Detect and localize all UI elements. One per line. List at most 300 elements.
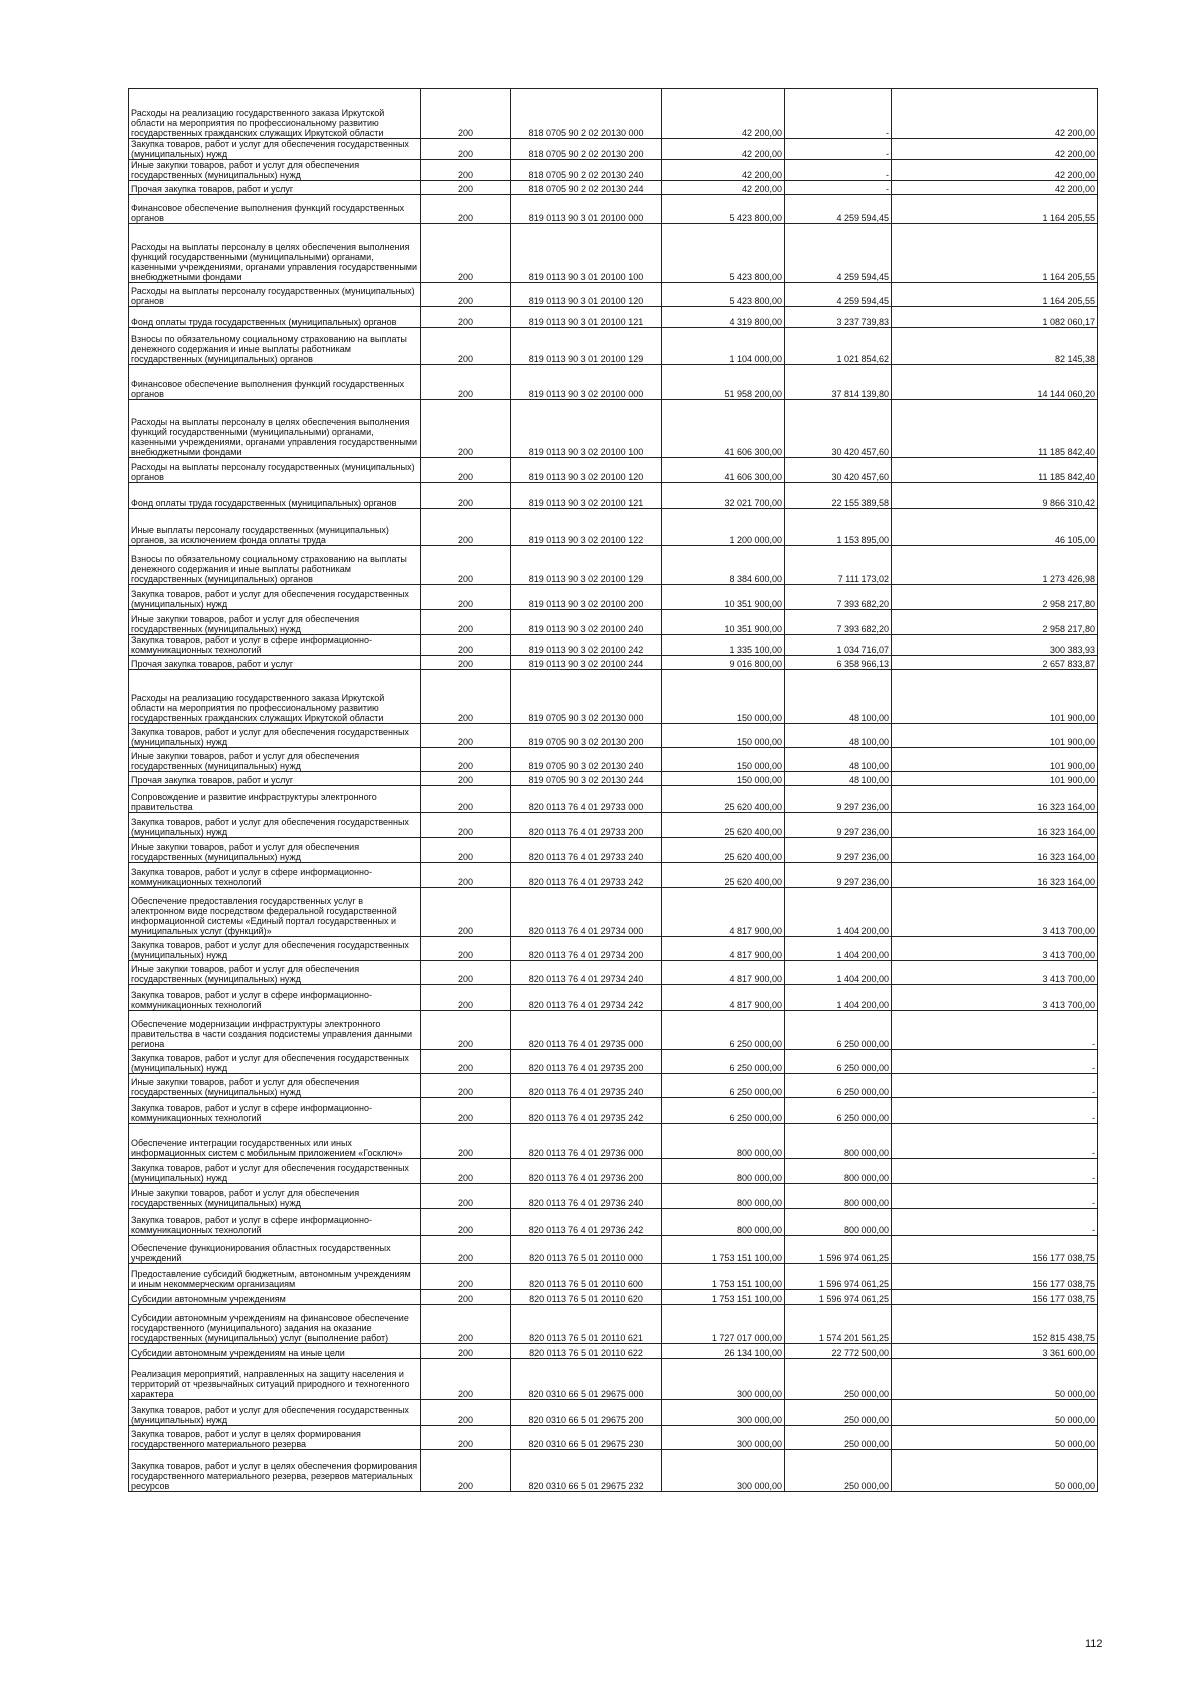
cell-plan: 51 958 200,00 xyxy=(662,365,785,400)
cell-plan: 4 817 900,00 xyxy=(662,888,785,937)
cell-kbk: 818 0705 90 2 02 20130 200 xyxy=(511,139,662,160)
cell-kbk: 819 0113 90 3 02 20100 000 xyxy=(511,365,662,400)
cell-done: 6 250 000,00 xyxy=(785,1011,892,1050)
table-row xyxy=(129,585,1098,610)
cell-kbk: 819 0113 90 3 01 20100 129 xyxy=(511,328,662,365)
cell-kbk: 819 0113 90 3 02 20100 129 xyxy=(511,546,662,585)
cell-rest: 9 866 310,42 xyxy=(892,483,1098,509)
cell-name: Закупка товаров, работ и услуг в целях формирования государственного материального резерва xyxy=(129,1426,421,1450)
cell-kbk: 819 0705 90 3 02 20130 244 xyxy=(511,772,662,786)
cell-code: 200 xyxy=(421,888,511,937)
cell-kbk: 820 0113 76 4 01 29735 240 xyxy=(511,1074,662,1098)
cell-rest: - xyxy=(892,1184,1098,1209)
table-row xyxy=(129,1305,1098,1344)
cell-kbk: 820 0113 76 5 01 20110 622 xyxy=(511,1344,662,1359)
cell-rest: 101 900,00 xyxy=(892,772,1098,786)
cell-plan: 41 606 300,00 xyxy=(662,458,785,483)
cell-name: Реализация мероприятий, направленных на защиту населения и территорий от чрезвычайных ситуаций природного и техногенного характера xyxy=(129,1359,421,1400)
cell-rest: 82 145,38 xyxy=(892,328,1098,365)
cell-done: 48 100,00 xyxy=(785,724,892,748)
cell-name: Иные закупки товаров, работ и услуг для обеспечения государственных (муниципальных) нужд xyxy=(129,838,421,863)
table-row xyxy=(129,863,1098,888)
cell-rest: - xyxy=(892,1050,1098,1074)
cell-plan: 6 250 000,00 xyxy=(662,1074,785,1098)
cell-rest: 11 185 842,40 xyxy=(892,458,1098,483)
cell-plan: 5 423 800,00 xyxy=(662,195,785,224)
cell-rest: 152 815 438,75 xyxy=(892,1305,1098,1344)
cell-kbk: 820 0310 66 5 01 29675 000 xyxy=(511,1359,662,1400)
cell-kbk: 820 0113 76 4 01 29736 200 xyxy=(511,1159,662,1184)
cell-rest: 42 200,00 xyxy=(892,89,1098,139)
cell-plan: 25 620 400,00 xyxy=(662,786,785,813)
cell-code: 200 xyxy=(421,139,511,160)
cell-name: Иные закупки товаров, работ и услуг для обеспечения государственных (муниципальных) нужд xyxy=(129,748,421,772)
cell-rest: 14 144 060,20 xyxy=(892,365,1098,400)
cell-name: Закупка товаров, работ и услуг для обеспечения государственных (муниципальных) нужд xyxy=(129,937,421,961)
cell-name: Иные выплаты персоналу государственных (муниципальных) органов, за исключением фонда оплаты труда xyxy=(129,509,421,546)
cell-code: 200 xyxy=(421,458,511,483)
cell-plan: 8 384 600,00 xyxy=(662,546,785,585)
table-row xyxy=(129,1400,1098,1426)
cell-done: 250 000,00 xyxy=(785,1426,892,1450)
cell-code: 200 xyxy=(421,635,511,656)
cell-plan: 1 335 100,00 xyxy=(662,635,785,656)
cell-kbk: 820 0310 66 5 01 29675 200 xyxy=(511,1400,662,1426)
cell-code: 200 xyxy=(421,863,511,888)
table-row xyxy=(129,224,1098,283)
cell-plan: 800 000,00 xyxy=(662,1184,785,1209)
cell-done: 7 393 682,20 xyxy=(785,585,892,610)
table-row xyxy=(129,1050,1098,1074)
table-row xyxy=(129,1124,1098,1159)
cell-kbk: 819 0113 90 3 02 20100 120 xyxy=(511,458,662,483)
cell-kbk: 818 0705 90 2 02 20130 244 xyxy=(511,181,662,195)
cell-code: 200 xyxy=(421,1400,511,1426)
cell-kbk: 820 0113 76 4 01 29734 000 xyxy=(511,888,662,937)
cell-name: Расходы на реализацию государственного заказа Иркутской области на мероприятия по профессиональному развитию государственных гражданских служащих Иркутской области xyxy=(129,670,421,724)
cell-code: 200 xyxy=(421,670,511,724)
cell-plan: 800 000,00 xyxy=(662,1209,785,1236)
cell-plan: 300 000,00 xyxy=(662,1450,785,1492)
table-row xyxy=(129,656,1098,670)
cell-code: 200 xyxy=(421,748,511,772)
cell-kbk: 819 0113 90 3 02 20100 100 xyxy=(511,400,662,458)
cell-rest: 1 082 060,17 xyxy=(892,307,1098,328)
table-row xyxy=(129,283,1098,307)
cell-name: Сопровождение и развитие инфраструктуры электронного правительства xyxy=(129,786,421,813)
cell-kbk: 820 0113 76 5 01 20110 620 xyxy=(511,1290,662,1305)
cell-plan: 42 200,00 xyxy=(662,160,785,181)
cell-name: Расходы на выплаты персоналу в целях обеспечения выполнения функций государственными (муниципальными) органами, казенными учреждениями, органами управления государственными внебюджетными фондами xyxy=(129,400,421,458)
table-row xyxy=(129,160,1098,181)
cell-name: Расходы на выплаты персоналу государственных (муниципальных) органов xyxy=(129,458,421,483)
cell-kbk: 819 0113 90 3 01 20100 000 xyxy=(511,195,662,224)
cell-done: 30 420 457,60 xyxy=(785,400,892,458)
cell-kbk: 820 0113 76 4 01 29734 242 xyxy=(511,985,662,1011)
cell-code: 200 xyxy=(421,1450,511,1492)
cell-rest: 46 105,00 xyxy=(892,509,1098,546)
cell-done: 800 000,00 xyxy=(785,1184,892,1209)
table-row xyxy=(129,1074,1098,1098)
cell-plan: 1 104 000,00 xyxy=(662,328,785,365)
cell-kbk: 820 0113 76 4 01 29733 242 xyxy=(511,863,662,888)
cell-code: 200 xyxy=(421,772,511,786)
table-row xyxy=(129,400,1098,458)
cell-done: 3 237 739,83 xyxy=(785,307,892,328)
cell-name: Закупка товаров, работ и услуг для обеспечения государственных (муниципальных) нужд xyxy=(129,813,421,838)
cell-code: 200 xyxy=(421,724,511,748)
cell-kbk: 819 0113 90 3 01 20100 100 xyxy=(511,224,662,283)
cell-code: 200 xyxy=(421,937,511,961)
cell-plan: 10 351 900,00 xyxy=(662,610,785,635)
cell-kbk: 820 0113 76 4 01 29733 240 xyxy=(511,838,662,863)
cell-done: 800 000,00 xyxy=(785,1124,892,1159)
cell-done: - xyxy=(785,89,892,139)
cell-code: 200 xyxy=(421,1159,511,1184)
cell-kbk: 818 0705 90 2 02 20130 000 xyxy=(511,89,662,139)
cell-code: 200 xyxy=(421,1344,511,1359)
cell-name: Обеспечение интеграции государственных или иных информационных систем с мобильным приложением «Госключ» xyxy=(129,1124,421,1159)
cell-rest: 16 323 164,00 xyxy=(892,838,1098,863)
cell-rest: 50 000,00 xyxy=(892,1359,1098,1400)
cell-done: 6 250 000,00 xyxy=(785,1098,892,1124)
cell-done: 6 250 000,00 xyxy=(785,1050,892,1074)
cell-code: 200 xyxy=(421,1236,511,1264)
cell-kbk: 819 0113 90 3 01 20100 121 xyxy=(511,307,662,328)
table-row xyxy=(129,139,1098,160)
cell-kbk: 820 0113 76 4 01 29735 242 xyxy=(511,1098,662,1124)
cell-rest: 42 200,00 xyxy=(892,139,1098,160)
cell-name: Прочая закупка товаров, работ и услуг xyxy=(129,181,421,195)
cell-code: 200 xyxy=(421,1264,511,1290)
cell-rest: 2 958 217,80 xyxy=(892,585,1098,610)
cell-rest: - xyxy=(892,1124,1098,1159)
cell-done: 1 404 200,00 xyxy=(785,888,892,937)
table-row xyxy=(129,748,1098,772)
cell-code: 200 xyxy=(421,195,511,224)
cell-code: 200 xyxy=(421,786,511,813)
cell-kbk: 820 0113 76 5 01 20110 000 xyxy=(511,1236,662,1264)
cell-name: Закупка товаров, работ и услуг в целях обеспечения формирования государственного материального резерва, резервов материальных ресурсов xyxy=(129,1450,421,1492)
cell-code: 200 xyxy=(421,1011,511,1050)
cell-plan: 5 423 800,00 xyxy=(662,224,785,283)
cell-rest: 156 177 038,75 xyxy=(892,1290,1098,1305)
cell-kbk: 820 0113 76 5 01 20110 600 xyxy=(511,1264,662,1290)
table-row xyxy=(129,786,1098,813)
cell-rest: 16 323 164,00 xyxy=(892,863,1098,888)
cell-name: Прочая закупка товаров, работ и услуг xyxy=(129,772,421,786)
cell-kbk: 819 0113 90 3 02 20100 242 xyxy=(511,635,662,656)
cell-plan: 6 250 000,00 xyxy=(662,1098,785,1124)
cell-kbk: 819 0705 90 3 02 20130 200 xyxy=(511,724,662,748)
cell-code: 200 xyxy=(421,89,511,139)
table-row xyxy=(129,1209,1098,1236)
cell-kbk: 820 0113 76 4 01 29733 000 xyxy=(511,786,662,813)
cell-done: 37 814 139,80 xyxy=(785,365,892,400)
cell-name: Предоставление субсидий бюджетным, автономным учреждениям и иным некоммерческим организациям xyxy=(129,1264,421,1290)
cell-plan: 1 727 017 000,00 xyxy=(662,1305,785,1344)
cell-done: 4 259 594,45 xyxy=(785,224,892,283)
cell-plan: 150 000,00 xyxy=(662,748,785,772)
table-row xyxy=(129,458,1098,483)
cell-plan: 6 250 000,00 xyxy=(662,1050,785,1074)
cell-done: - xyxy=(785,160,892,181)
cell-done: 4 259 594,45 xyxy=(785,195,892,224)
cell-name: Иные закупки товаров, работ и услуг для обеспечения государственных (муниципальных) нужд xyxy=(129,1074,421,1098)
cell-name: Закупка товаров, работ и услуг в сфере информационно-коммуникационных технологий xyxy=(129,1209,421,1236)
table-row xyxy=(129,195,1098,224)
cell-code: 200 xyxy=(421,1426,511,1450)
table-row xyxy=(129,888,1098,937)
cell-done: 250 000,00 xyxy=(785,1359,892,1400)
cell-name: Закупка товаров, работ и услуг для обеспечения государственных (муниципальных) нужд xyxy=(129,585,421,610)
cell-name: Закупка товаров, работ и услуг для обеспечения государственных (муниципальных) нужд xyxy=(129,139,421,160)
cell-plan: 42 200,00 xyxy=(662,181,785,195)
cell-kbk: 819 0705 90 3 02 20130 000 xyxy=(511,670,662,724)
cell-name: Взносы по обязательному социальному страхованию на выплаты денежного содержания и иные выплаты работникам государственных (муниципальных) органов xyxy=(129,328,421,365)
cell-done: 250 000,00 xyxy=(785,1450,892,1492)
table-row xyxy=(129,546,1098,585)
cell-done: 6 358 966,13 xyxy=(785,656,892,670)
cell-name: Расходы на реализацию государственного заказа Иркутской области на мероприятия по профессиональному развитию государственных гражданских служащих Иркутской области xyxy=(129,89,421,139)
cell-plan: 42 200,00 xyxy=(662,89,785,139)
cell-code: 200 xyxy=(421,985,511,1011)
table-row xyxy=(129,610,1098,635)
cell-plan: 4 817 900,00 xyxy=(662,937,785,961)
cell-plan: 800 000,00 xyxy=(662,1124,785,1159)
cell-name: Фонд оплаты труда государственных (муниципальных) органов xyxy=(129,483,421,509)
cell-plan: 5 423 800,00 xyxy=(662,283,785,307)
cell-code: 200 xyxy=(421,181,511,195)
cell-plan: 1 753 151 100,00 xyxy=(662,1264,785,1290)
cell-done: 48 100,00 xyxy=(785,772,892,786)
cell-plan: 42 200,00 xyxy=(662,139,785,160)
cell-done: 1 404 200,00 xyxy=(785,961,892,985)
cell-rest: 3 361 600,00 xyxy=(892,1344,1098,1359)
cell-name: Закупка товаров, работ и услуг для обеспечения государственных (муниципальных) нужд xyxy=(129,1050,421,1074)
table-row xyxy=(129,1359,1098,1400)
cell-code: 200 xyxy=(421,546,511,585)
cell-rest: - xyxy=(892,1209,1098,1236)
table-row xyxy=(129,328,1098,365)
cell-kbk: 820 0113 76 4 01 29736 242 xyxy=(511,1209,662,1236)
cell-name: Расходы на выплаты персоналу государственных (муниципальных) органов xyxy=(129,283,421,307)
cell-rest: - xyxy=(892,1011,1098,1050)
cell-plan: 6 250 000,00 xyxy=(662,1011,785,1050)
cell-rest: 101 900,00 xyxy=(892,748,1098,772)
table-row xyxy=(129,1098,1098,1124)
cell-done: 48 100,00 xyxy=(785,670,892,724)
cell-name: Субсидии автономным учреждениям на иные цели xyxy=(129,1344,421,1359)
cell-plan: 1 753 151 100,00 xyxy=(662,1236,785,1264)
cell-done: 1 404 200,00 xyxy=(785,937,892,961)
cell-rest: - xyxy=(892,1098,1098,1124)
cell-rest: - xyxy=(892,1159,1098,1184)
cell-rest: 42 200,00 xyxy=(892,181,1098,195)
cell-kbk: 819 0113 90 3 02 20100 122 xyxy=(511,509,662,546)
cell-rest: 42 200,00 xyxy=(892,160,1098,181)
table-row xyxy=(129,635,1098,656)
cell-kbk: 820 0113 76 4 01 29735 200 xyxy=(511,1050,662,1074)
table-row xyxy=(129,772,1098,786)
table-row xyxy=(129,365,1098,400)
cell-plan: 800 000,00 xyxy=(662,1159,785,1184)
table-row xyxy=(129,724,1098,748)
cell-plan: 10 351 900,00 xyxy=(662,585,785,610)
cell-done: 250 000,00 xyxy=(785,1400,892,1426)
cell-name: Обеспечение функционирования областных государственных учреждений xyxy=(129,1236,421,1264)
cell-kbk: 818 0705 90 2 02 20130 240 xyxy=(511,160,662,181)
cell-plan: 32 021 700,00 xyxy=(662,483,785,509)
table-row xyxy=(129,1184,1098,1209)
cell-code: 200 xyxy=(421,1184,511,1209)
cell-code: 200 xyxy=(421,483,511,509)
cell-plan: 25 620 400,00 xyxy=(662,863,785,888)
cell-rest: 3 413 700,00 xyxy=(892,888,1098,937)
cell-code: 200 xyxy=(421,838,511,863)
cell-done: 9 297 236,00 xyxy=(785,786,892,813)
table-row xyxy=(129,961,1098,985)
cell-done: 9 297 236,00 xyxy=(785,813,892,838)
cell-kbk: 820 0310 66 5 01 29675 230 xyxy=(511,1426,662,1450)
cell-done: 1 021 854,62 xyxy=(785,328,892,365)
cell-kbk: 819 0113 90 3 02 20100 121 xyxy=(511,483,662,509)
cell-kbk: 819 0113 90 3 02 20100 200 xyxy=(511,585,662,610)
cell-rest: 50 000,00 xyxy=(892,1426,1098,1450)
table-row xyxy=(129,1344,1098,1359)
cell-name: Фонд оплаты труда государственных (муниципальных) органов xyxy=(129,307,421,328)
cell-kbk: 819 0113 90 3 01 20100 120 xyxy=(511,283,662,307)
table-row xyxy=(129,89,1098,139)
cell-done: 1 034 716,07 xyxy=(785,635,892,656)
cell-done: 22 772 500,00 xyxy=(785,1344,892,1359)
page-number: 112 xyxy=(1085,1638,1103,1650)
cell-code: 200 xyxy=(421,813,511,838)
cell-kbk: 820 0113 76 4 01 29734 200 xyxy=(511,937,662,961)
cell-plan: 26 134 100,00 xyxy=(662,1344,785,1359)
table-row xyxy=(129,1264,1098,1290)
cell-rest: 16 323 164,00 xyxy=(892,813,1098,838)
cell-plan: 4 817 900,00 xyxy=(662,961,785,985)
cell-name: Иные закупки товаров, работ и услуг для обеспечения государственных (муниципальных) нужд xyxy=(129,610,421,635)
cell-code: 200 xyxy=(421,1124,511,1159)
table-body xyxy=(129,89,1098,1492)
cell-done: 7 393 682,20 xyxy=(785,610,892,635)
cell-kbk: 819 0705 90 3 02 20130 240 xyxy=(511,748,662,772)
cell-rest: 101 900,00 xyxy=(892,670,1098,724)
cell-name: Расходы на выплаты персоналу в целях обеспечения выполнения функций государственными (муниципальными) органами, казенными учреждениями, органами управления государственными внебюджетными фондами xyxy=(129,224,421,283)
table-row xyxy=(129,1236,1098,1264)
cell-name: Закупка товаров, работ и услуг для обеспечения государственных (муниципальных) нужд xyxy=(129,1400,421,1426)
cell-kbk: 820 0113 76 4 01 29734 240 xyxy=(511,961,662,985)
table-row xyxy=(129,181,1098,195)
cell-name: Закупка товаров, работ и услуг в сфере информационно-коммуникационных технологий xyxy=(129,1098,421,1124)
cell-rest: 2 958 217,80 xyxy=(892,610,1098,635)
cell-plan: 9 016 800,00 xyxy=(662,656,785,670)
cell-kbk: 820 0310 66 5 01 29675 232 xyxy=(511,1450,662,1492)
cell-name: Закупка товаров, работ и услуг в сфере информационно-коммуникационных технологий xyxy=(129,985,421,1011)
table-row xyxy=(129,670,1098,724)
cell-code: 200 xyxy=(421,656,511,670)
cell-name: Закупка товаров, работ и услуг для обеспечения государственных (муниципальных) нужд xyxy=(129,724,421,748)
cell-plan: 150 000,00 xyxy=(662,724,785,748)
table-row xyxy=(129,985,1098,1011)
cell-plan: 4 817 900,00 xyxy=(662,985,785,1011)
cell-rest: 1 164 205,55 xyxy=(892,224,1098,283)
cell-name: Финансовое обеспечение выполнения функций государственных органов xyxy=(129,195,421,224)
cell-code: 200 xyxy=(421,1050,511,1074)
cell-kbk: 820 0113 76 4 01 29736 240 xyxy=(511,1184,662,1209)
cell-name: Субсидии автономным учреждениям xyxy=(129,1290,421,1305)
cell-done: 7 111 173,02 xyxy=(785,546,892,585)
table-row xyxy=(129,1450,1098,1492)
cell-code: 200 xyxy=(421,1074,511,1098)
cell-done: 1 596 974 061,25 xyxy=(785,1264,892,1290)
cell-plan: 25 620 400,00 xyxy=(662,813,785,838)
cell-done: - xyxy=(785,181,892,195)
cell-done: 9 297 236,00 xyxy=(785,838,892,863)
cell-plan: 1 200 000,00 xyxy=(662,509,785,546)
cell-name: Закупка товаров, работ и услуг в сфере информационно-коммуникационных технологий xyxy=(129,635,421,656)
cell-name: Иные закупки товаров, работ и услуг для обеспечения государственных (муниципальных) нужд xyxy=(129,1184,421,1209)
cell-done: 9 297 236,00 xyxy=(785,863,892,888)
cell-code: 200 xyxy=(421,961,511,985)
cell-rest: - xyxy=(892,1074,1098,1098)
table-row xyxy=(129,1426,1098,1450)
table-row xyxy=(129,1159,1098,1184)
cell-rest: 1 164 205,55 xyxy=(892,195,1098,224)
cell-kbk: 820 0113 76 4 01 29735 000 xyxy=(511,1011,662,1050)
cell-name: Обеспечение предоставления государственных услуг в электронном виде посредством федеральной государственной информационной системы «Единый портал государственных и муниципальных услуг (функций)» xyxy=(129,888,421,937)
table-row xyxy=(129,838,1098,863)
cell-plan: 4 319 800,00 xyxy=(662,307,785,328)
cell-name: Иные закупки товаров, работ и услуг для обеспечения государственных (муниципальных) нужд xyxy=(129,961,421,985)
table-row xyxy=(129,1011,1098,1050)
cell-code: 200 xyxy=(421,610,511,635)
cell-done: 1 596 974 061,25 xyxy=(785,1236,892,1264)
cell-name: Закупка товаров, работ и услуг в сфере информационно-коммуникационных технологий xyxy=(129,863,421,888)
cell-rest: 11 185 842,40 xyxy=(892,400,1098,458)
cell-done: 30 420 457,60 xyxy=(785,458,892,483)
cell-rest: 3 413 700,00 xyxy=(892,985,1098,1011)
cell-done: 800 000,00 xyxy=(785,1209,892,1236)
cell-done: 1 153 895,00 xyxy=(785,509,892,546)
cell-kbk: 820 0113 76 4 01 29736 000 xyxy=(511,1124,662,1159)
cell-kbk: 819 0113 90 3 02 20100 240 xyxy=(511,610,662,635)
table-row xyxy=(129,509,1098,546)
cell-name: Закупка товаров, работ и услуг для обеспечения государственных (муниципальных) нужд xyxy=(129,1159,421,1184)
cell-rest: 156 177 038,75 xyxy=(892,1264,1098,1290)
cell-code: 200 xyxy=(421,283,511,307)
cell-plan: 41 606 300,00 xyxy=(662,400,785,458)
cell-rest: 50 000,00 xyxy=(892,1450,1098,1492)
cell-code: 200 xyxy=(421,585,511,610)
cell-done: 6 250 000,00 xyxy=(785,1074,892,1098)
cell-plan: 25 620 400,00 xyxy=(662,838,785,863)
cell-rest: 156 177 038,75 xyxy=(892,1236,1098,1264)
cell-code: 200 xyxy=(421,509,511,546)
cell-plan: 150 000,00 xyxy=(662,772,785,786)
cell-code: 200 xyxy=(421,224,511,283)
cell-rest: 3 413 700,00 xyxy=(892,961,1098,985)
cell-done: 22 155 389,58 xyxy=(785,483,892,509)
cell-plan: 300 000,00 xyxy=(662,1359,785,1400)
cell-rest: 16 323 164,00 xyxy=(892,786,1098,813)
table-row xyxy=(129,483,1098,509)
cell-code: 200 xyxy=(421,1305,511,1344)
cell-done: 1 404 200,00 xyxy=(785,985,892,1011)
cell-plan: 150 000,00 xyxy=(662,670,785,724)
